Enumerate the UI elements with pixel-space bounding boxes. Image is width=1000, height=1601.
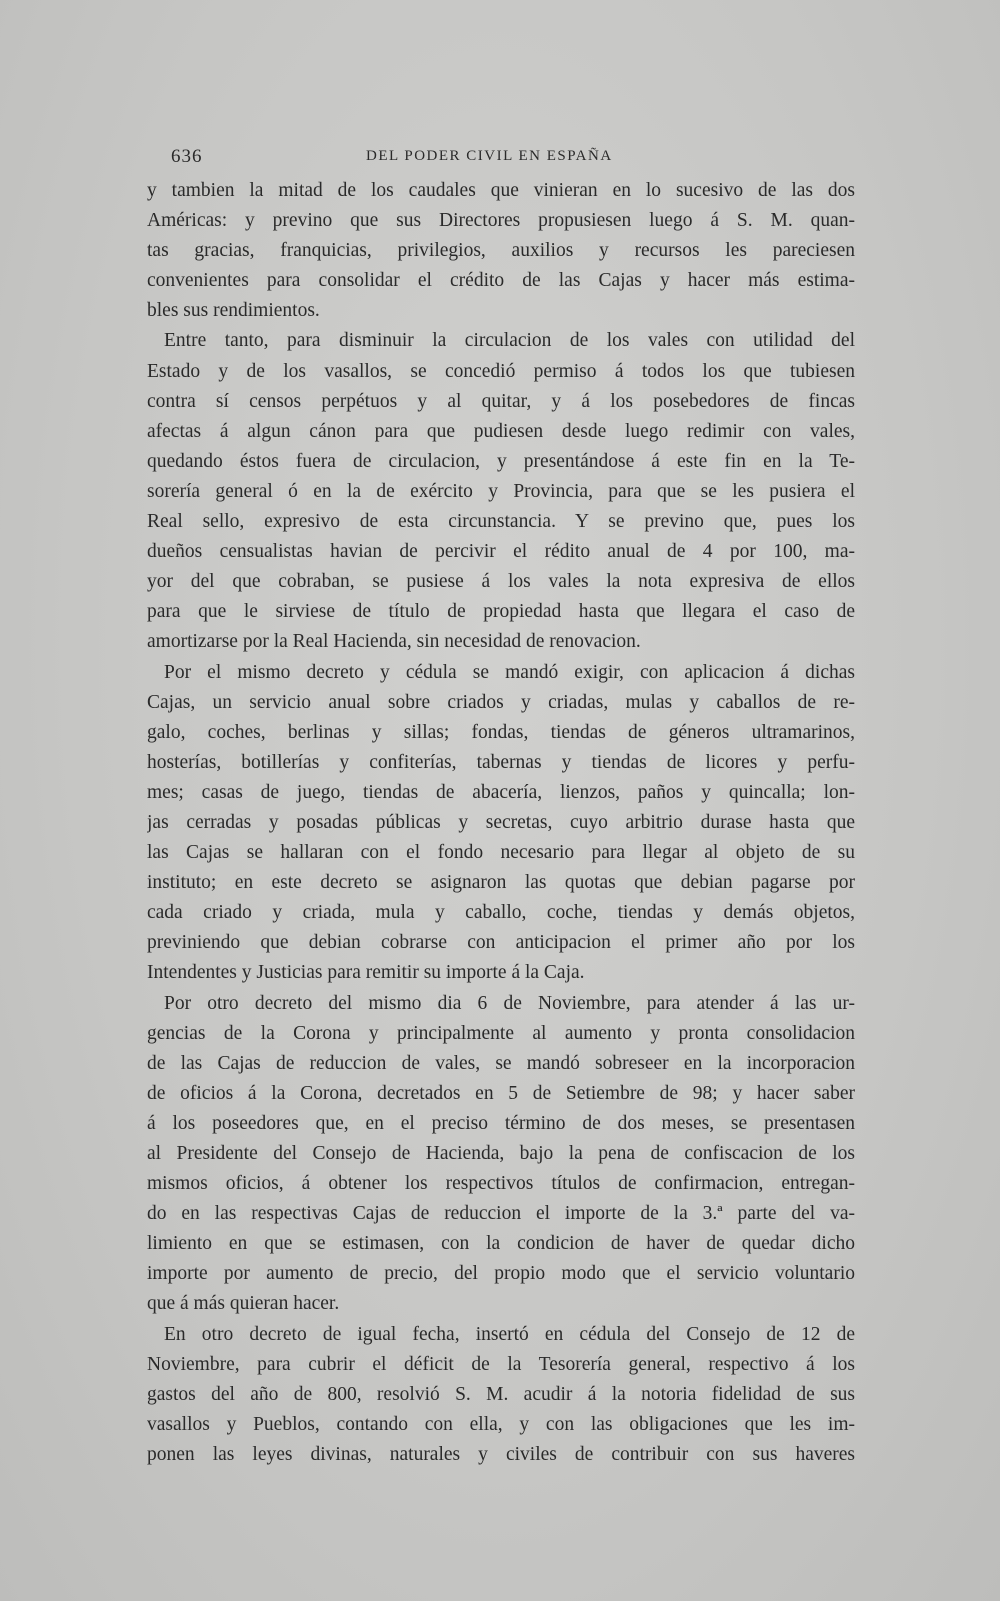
page-header	[171, 146, 641, 170]
text-line: do en las respectivas Cajas de reduccion el importe de la 3.ª parte del va-	[147, 1203, 855, 1225]
text-line: á los poseedores que, en el preciso término de dos meses, se presentasen	[147, 1112, 855, 1134]
text-line: quedando éstos fuera de circulacion, y presentándose á este fin en la Te-	[147, 450, 855, 472]
text-line: Noviembre, para cubrir el déficit de la Tesorería general, respectivo á los	[147, 1353, 855, 1375]
text-line: amortizarse por la Real Hacienda, sin necesidad de renovacion.	[147, 631, 641, 653]
text-line: ponen las leyes divinas, naturales y civiles de contribuir con sus haveres	[147, 1443, 855, 1465]
text-line: Cajas, un servicio anual sobre criados y criadas, mulas y caballos de re-	[147, 691, 855, 713]
page-number: 636	[171, 146, 203, 167]
text-line: sorería general ó en la de exército y Provincia, para que se les pusiera el	[147, 480, 855, 502]
text-line: Por otro decreto del mismo dia 6 de Noviembre, para atender á las ur-	[164, 992, 855, 1014]
text-line: afectas á algun cánon para que pudiesen desde luego redimir con vales,	[147, 420, 855, 442]
text-line: mismos oficios, á obtener los respectivos títulos de confirmacion, entregan-	[147, 1173, 855, 1195]
text-line: tas gracias, franquicias, privilegios, auxilios y recursos les pareciesen	[147, 240, 855, 262]
text-line: dueños censualistas havian de percivir el rédito anual de 4 por 100, ma-	[147, 541, 855, 563]
text-line: Américas: y previno que sus Directores propusiesen luego á S. M. quan-	[147, 210, 855, 232]
text-line: las Cajas se hallaran con el fondo necesario para llegar al objeto de su	[147, 842, 855, 864]
text-line: Entre tanto, para disminuir la circulacion de los vales con utilidad del	[164, 330, 855, 352]
text-line: importe por aumento de precio, del propio modo que el servicio voluntario	[147, 1263, 855, 1285]
text-line: bles sus rendimientos.	[147, 300, 320, 322]
text-body	[147, 176, 855, 1470]
running-head: DEL PODER CIVIL EN ESPAÑA	[366, 148, 613, 164]
text-line: Intendentes y Justicias para remitir su importe á la Caja.	[147, 962, 585, 984]
text-line: para que le sirviese de título de propiedad hasta que llegara el caso de	[147, 601, 855, 623]
text-line: hosterías, botillerías y confiterías, tabernas y tiendas de licores y perfu-	[147, 751, 855, 773]
text-line: Estado y de los vasallos, se concedió permiso á todos los que tubiesen	[147, 360, 855, 382]
text-line: mes; casas de juego, tiendas de abacería, lienzos, paños y quincalla; lon-	[147, 781, 855, 803]
text-line: limiento en que se estimasen, con la condicion de haver de quedar dicho	[147, 1233, 855, 1255]
text-line: que á más quieran hacer.	[147, 1293, 340, 1315]
text-line: jas cerradas y posadas públicas y secretas, cuyo arbitrio durase hasta que	[147, 811, 855, 833]
text-line: instituto; en este decreto se asignaron las quotas que debian pagarse por	[147, 872, 855, 894]
text-line: gencias de la Corona y principalmente al aumento y pronta consolidacion	[147, 1022, 855, 1044]
text-line: Real sello, expresivo de esta circunstancia. Y se previno que, pues los	[147, 511, 855, 533]
text-line: galo, coches, berlinas y sillas; fondas, tiendas de géneros ultramarinos,	[147, 721, 855, 743]
text-line: vasallos y Pueblos, contando con ella, y con las obligaciones que les im-	[147, 1413, 855, 1435]
text-line: Por el mismo decreto y cédula se mandó exigir, con aplicacion á dichas	[164, 661, 855, 683]
text-line: convenientes para consolidar el crédito de las Cajas y hacer más estima-	[147, 270, 855, 292]
text-line: gastos del año de 800, resolvió S. M. acudir á la notoria fidelidad de sus	[147, 1383, 855, 1405]
text-line: al Presidente del Consejo de Hacienda, bajo la pena de confiscacion de los	[147, 1143, 855, 1164]
text-line: y tambien la mitad de los caudales que vinieran en lo sucesivo de las dos	[147, 180, 855, 201]
text-line: yor del que cobraban, se pusiese á los vales la nota expresiva de ellos	[147, 571, 855, 593]
text-line: de las Cajas de reduccion de vales, se mandó sobreseer en la incorporacion	[147, 1052, 855, 1074]
text-line: En otro decreto de igual fecha, insertó en cédula del Consejo de 12 de	[164, 1323, 855, 1345]
text-line: cada criado y criada, mula y caballo, coche, tiendas y demás objetos,	[147, 902, 855, 924]
text-line: contra sí censos perpétuos y al quitar, y á los posebedores de fincas	[147, 390, 855, 412]
text-line: previniendo que debian cobrarse con anticipacion el primer año por los	[147, 932, 855, 954]
text-line: de oficios á la Corona, decretados en 5 de Setiembre de 98; y hacer saber	[147, 1082, 855, 1104]
